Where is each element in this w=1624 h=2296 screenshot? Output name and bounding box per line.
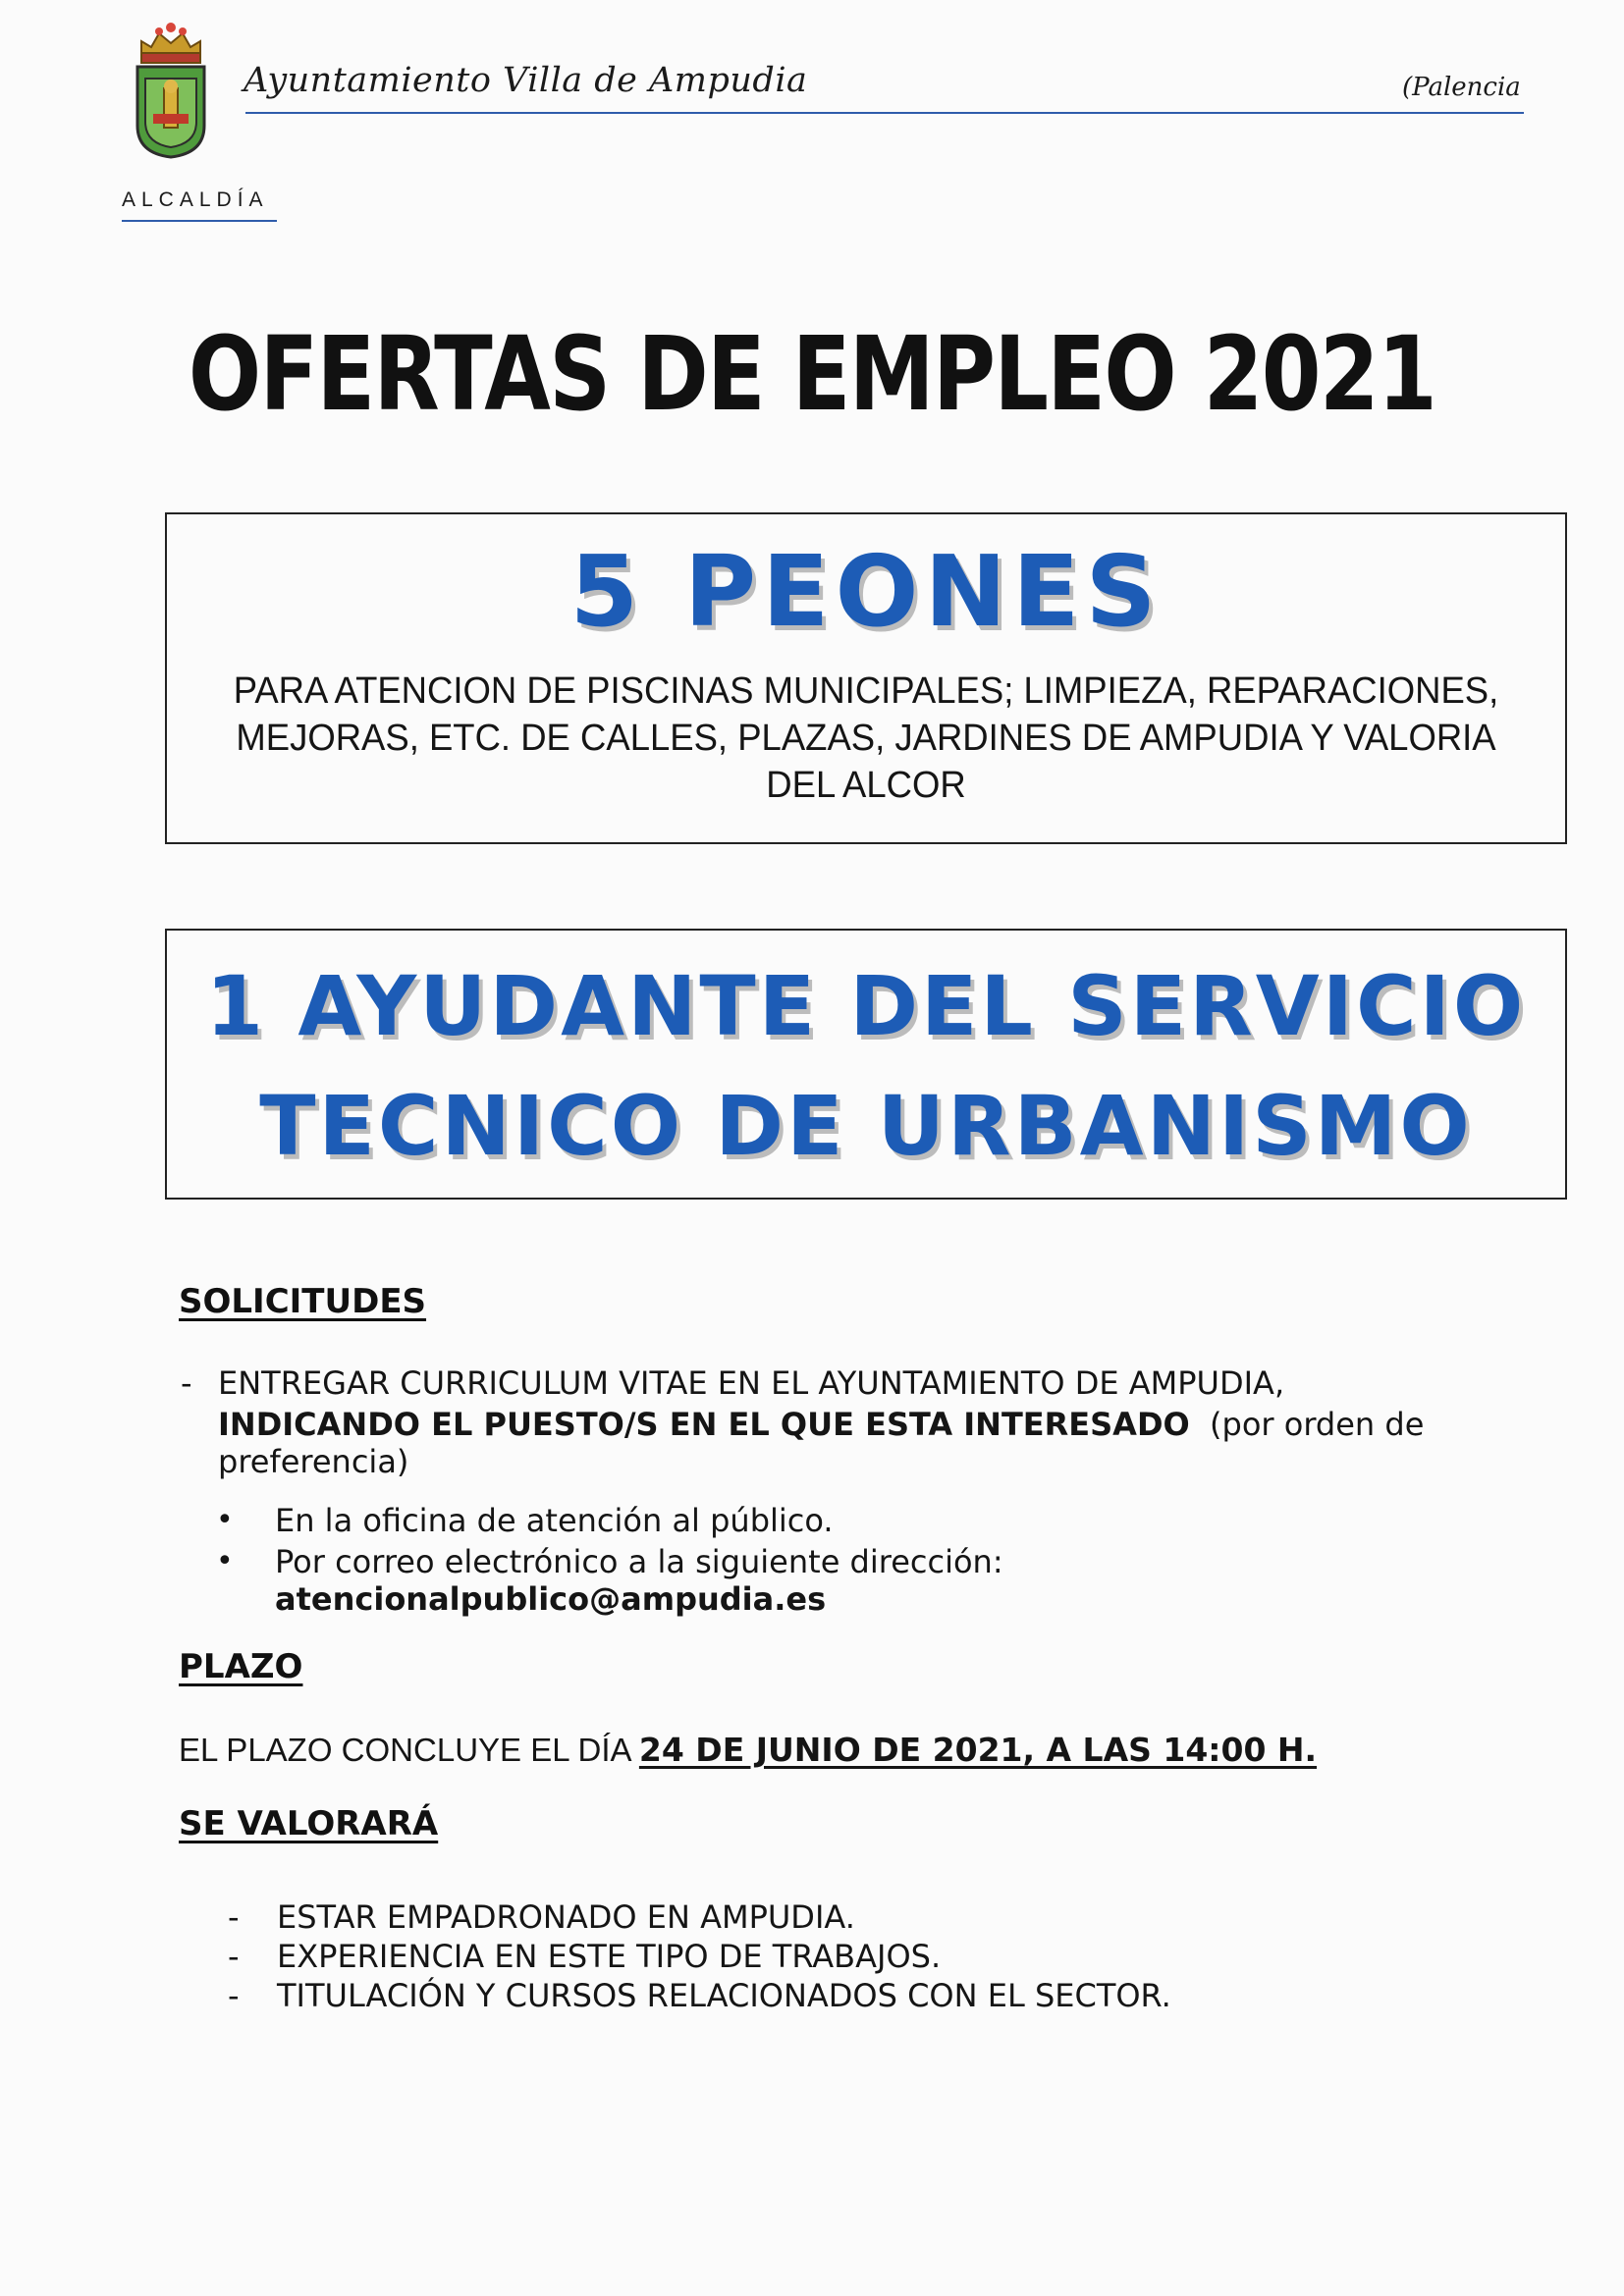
dash-marker: - [228, 1977, 240, 2014]
instruction-note: (por orden de [1210, 1406, 1425, 1443]
offer-heading-line1: 1 AYUDANTE DEL SERVICIO [205, 958, 1527, 1054]
header-divider [245, 112, 1524, 114]
list-item: TITULACIÓN Y CURSOS RELACIONADOS CON EL SECTOR. [277, 1977, 1171, 2014]
offer-box-ayudante [165, 929, 1567, 1200]
bullet-marker: • [216, 1503, 234, 1537]
office-label: ALCALDÍA [122, 188, 269, 211]
list-item: Por correo electrónico a la siguiente dirección: [275, 1543, 1003, 1580]
dash-marker: - [228, 1898, 240, 1936]
list-item: ESTAR EMPADRONADO EN AMPUDIA. [277, 1898, 855, 1936]
dash-marker: - [181, 1364, 192, 1402]
bullet-marker: • [216, 1544, 234, 1578]
offer-heading-line2: TECNICO DE URBANISMO [259, 1078, 1473, 1174]
list-item: En la oficina de atención al público. [275, 1502, 834, 1539]
offer-heading: 5 PEONES [569, 534, 1163, 649]
section-heading-solicitudes: SOLICITUDES [179, 1282, 427, 1321]
office-divider [122, 220, 277, 222]
deadline-text: EL PLAZO CONCLUYE EL DÍA [179, 1732, 630, 1768]
offer-box-peones [165, 512, 1567, 844]
municipality-name: Ayuntamiento Villa de Ampudia [244, 61, 808, 100]
deadline-date: 24 DE JUNIO DE 2021, A LAS 14:00 H. [638, 1731, 1318, 1769]
instruction-emphasis: INDICANDO EL PUESTO/S EN EL QUE ESTA INTERESADO [218, 1406, 1190, 1443]
instruction-line: ENTREGAR CURRICULUM VITAE EN EL AYUNTAMIENTO DE AMPUDIA, [218, 1364, 1285, 1402]
section-heading-plazo: PLAZO [179, 1647, 303, 1686]
province-label: (Palencia [1402, 73, 1521, 102]
list-item: EXPERIENCIA EN ESTE TIPO DE TRABAJOS. [277, 1938, 942, 1975]
instruction-line [218, 1406, 1424, 1443]
offer-description: PARA ATENCION DE PISCINAS MUNICIPALES; LIMPIEZA, REPARACIONES, MEJORAS, ETC. DE CALLES, PLAZAS, JARDINES DE AMPUDIA Y VALORIA DEL ALCOR [233, 670, 1499, 806]
email-address: atencionalpublico@ampudia.es [275, 1580, 827, 1618]
dash-marker: - [228, 1938, 240, 1975]
deadline-line [179, 1732, 1317, 1769]
page-title: OFERTAS DE EMPLEO 2021 [188, 314, 1436, 434]
section-heading-valorara: SE VALORARÁ [179, 1804, 439, 1843]
municipal-crest-logo [132, 20, 210, 159]
instruction-line: preferencia) [218, 1443, 409, 1480]
